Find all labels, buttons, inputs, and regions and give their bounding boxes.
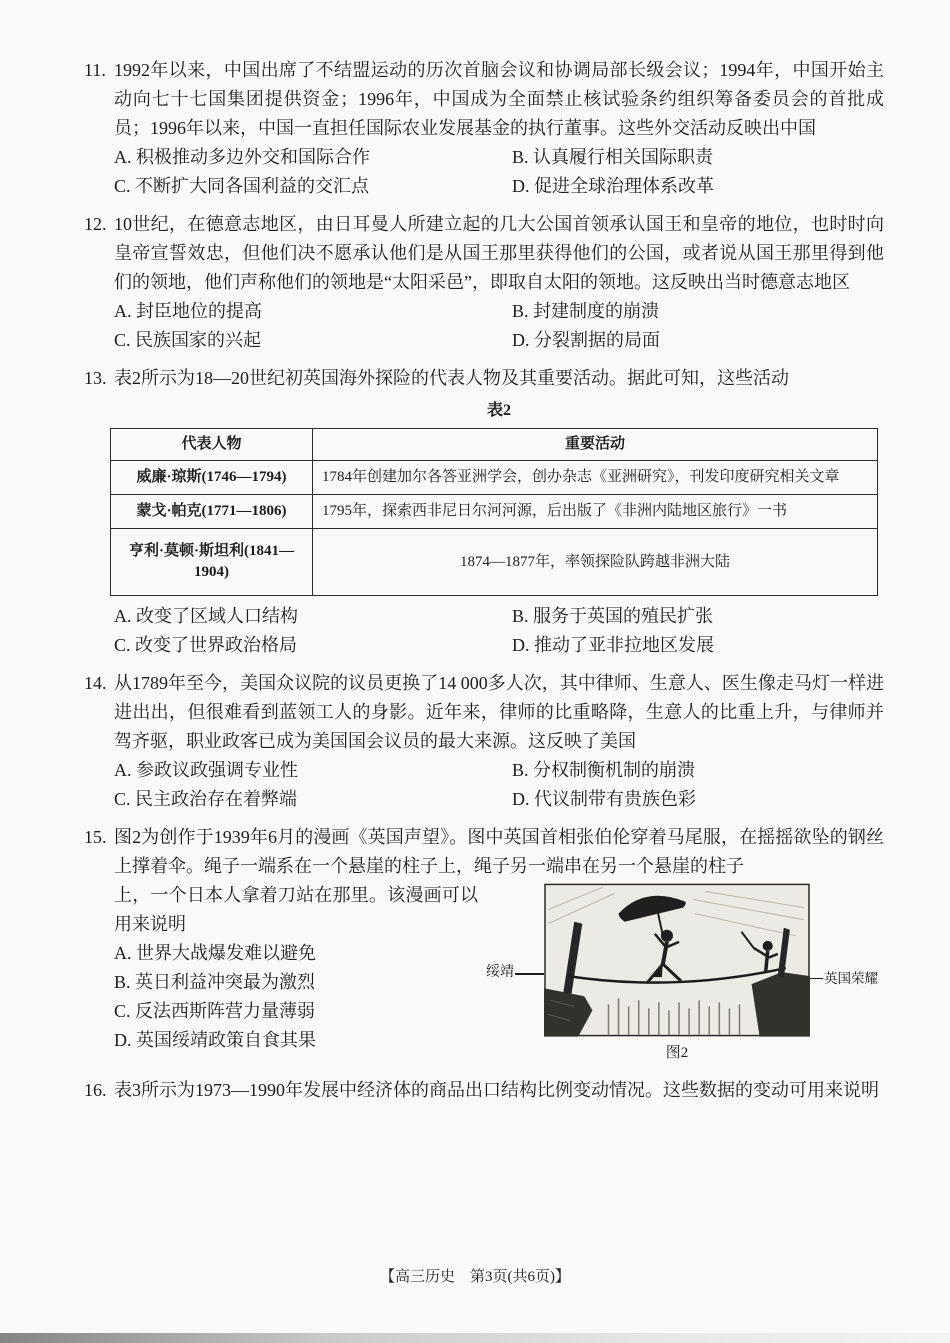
question-15 — [84, 823, 884, 1067]
cell-activity: 1795年，探索西非尼日尔河河源，后出版了《非洲内陆地区旅行》一书 — [313, 495, 878, 529]
cell-activity: 1874—1877年，率领探险队跨越非洲大陆 — [313, 529, 878, 596]
column-header-person: 代表人物 — [111, 429, 313, 461]
option-b: B. 英日利益冲突最为激烈 — [114, 972, 316, 992]
scan-edge — [0, 1333, 950, 1343]
figure-connector-right — [810, 978, 823, 979]
option-a: A. 世界大战爆发难以避免 — [114, 943, 316, 963]
question-number: 12. — [84, 214, 107, 234]
table-2 — [110, 428, 878, 596]
options-list — [114, 143, 884, 201]
question-body — [114, 669, 884, 814]
option-b: B. 服务于英国的殖民扩张 — [512, 606, 714, 626]
question-12 — [84, 210, 884, 355]
question-number: 14. — [84, 673, 107, 693]
option-b: B. 认真履行相关国际职责 — [512, 147, 714, 167]
question-number: 13. — [84, 368, 107, 388]
option-d: D. 促进全球治理体系改革 — [512, 176, 714, 196]
options-list — [114, 297, 884, 355]
figure-label-british-glory: 英国荣耀 — [824, 971, 878, 986]
option-c: C. 民主政治存在着弊端 — [114, 789, 298, 809]
question-stem: 图2为创作于1939年6月的漫画《英国声望》。图中英国首相张伯伦穿着马尾服，在摇摇欲坠的钢丝上撑着伞。绳子一端系在一个悬崖的柱子上，绳子另一端串在另一个悬崖的柱子 — [114, 827, 884, 876]
option-a: A. 改变了区域人口结构 — [114, 606, 298, 626]
question-stem-continued: 上，一个日本人拿着刀站在那里。该漫画可以用来说明 — [114, 885, 478, 934]
question-13 — [84, 364, 884, 660]
question-16 — [84, 1076, 884, 1105]
table-row — [111, 461, 878, 495]
option-d: D. 英国绥靖政策自食其果 — [114, 1030, 316, 1050]
question-14 — [84, 669, 884, 814]
question-body — [114, 56, 884, 201]
question-body — [114, 1076, 884, 1105]
table-caption: 表2 — [486, 402, 511, 419]
option-a: A. 封臣地位的提高 — [114, 301, 262, 321]
table-row — [111, 495, 878, 529]
option-a: A. 积极推动多边外交和国际合作 — [114, 147, 370, 167]
question-flow — [114, 881, 884, 1067]
option-c: C. 不断扩大同各国利益的交汇点 — [114, 176, 370, 196]
option-d: D. 分裂割据的局面 — [512, 330, 660, 350]
question-body — [114, 823, 884, 1067]
cell-activity: 1784年创建加尔各答亚洲学会，创办杂志《亚洲研究》，刊发印度研究相关文章 — [313, 461, 878, 495]
option-c: C. 反法西斯阵营力量薄弱 — [114, 1001, 316, 1021]
question-body — [114, 364, 884, 660]
question-number: 16. — [84, 1080, 107, 1100]
cartoon-image — [544, 883, 810, 1037]
option-d: D. 推动了亚非拉地区发展 — [512, 635, 714, 655]
option-b: B. 封建制度的崩溃 — [512, 301, 660, 321]
question-number: 11. — [84, 60, 106, 80]
figure-2 — [486, 883, 884, 1067]
question-stem: 10世纪，在德意志地区，由日耳曼人所建立起的几大公国首领承认国王和皇帝的地位，也时时向皇帝宣誓效忠，但他们决不愿承认他们是从国王那里获得他们的公国，或者说从国王那里得到他们的领地，他们声称他们的领地是“太阳采邑”，即取自太阳的领地。这反映出当时德意志地区 — [114, 214, 884, 292]
cartoon-drawing — [544, 883, 810, 1037]
figure-connector-left — [515, 973, 544, 975]
option-c: C. 民族国家的兴起 — [114, 330, 262, 350]
question-stem: 表3所示为1973—1990年发展中经济体的商品出口结构比例变动情况。这些数据的变动可用来说明 — [114, 1080, 879, 1100]
question-11 — [84, 56, 884, 201]
figure-label-appeasement: 绥靖 — [486, 965, 514, 980]
question-body — [114, 210, 884, 355]
figure-caption: 图2 — [665, 1045, 689, 1061]
option-d: D. 代议制带有贵族色彩 — [512, 789, 696, 809]
cell-person: 威廉·琼斯(1746—1794) — [111, 461, 313, 495]
option-b: B. 分权制衡机制的崩溃 — [512, 760, 696, 780]
page-footer: 【高三历史 第3页(共6页)】 — [380, 1269, 570, 1285]
table-header-row — [111, 429, 878, 461]
cell-person: 亨利·莫顿·斯坦利(1841—1904) — [111, 529, 313, 596]
question-number: 15. — [84, 827, 107, 847]
question-stem: 表2所示为18—20世纪初英国海外探险的代表人物及其重要活动。据此可知，这些活动 — [114, 368, 789, 388]
table-row — [111, 529, 878, 596]
option-c: C. 改变了世界政治格局 — [114, 635, 298, 655]
question-stem: 从1789年至今，美国众议院的议员更换了14 000多人次，其中律师、生意人、医生像走马灯一样进进出出，但很难看到蓝领工人的身影。近年来，律师的比重略降，生意人的比重上升，与律师并驾齐驱，职业政客已成为美国国会议员的最大来源。这反映了美国 — [114, 673, 884, 751]
column-header-activity: 重要活动 — [313, 429, 878, 461]
cell-person: 蒙戈·帕克(1771—1806) — [111, 495, 313, 529]
options-list — [114, 602, 884, 660]
option-a: A. 参政议政强调专业性 — [114, 760, 298, 780]
options-list — [114, 756, 884, 814]
question-stem: 1992年以来，中国出席了不结盟运动的历次首脑会议和协调局部长级会议；1994年，中国开始主动向七十七国集团提供资金；1996年，中国成为全面禁止核试验条约组织筹备委员会的首批成员；1996年以来，中国一直担任国际农业发展基金的执行董事。这些外交活动反映出中国 — [114, 60, 884, 138]
